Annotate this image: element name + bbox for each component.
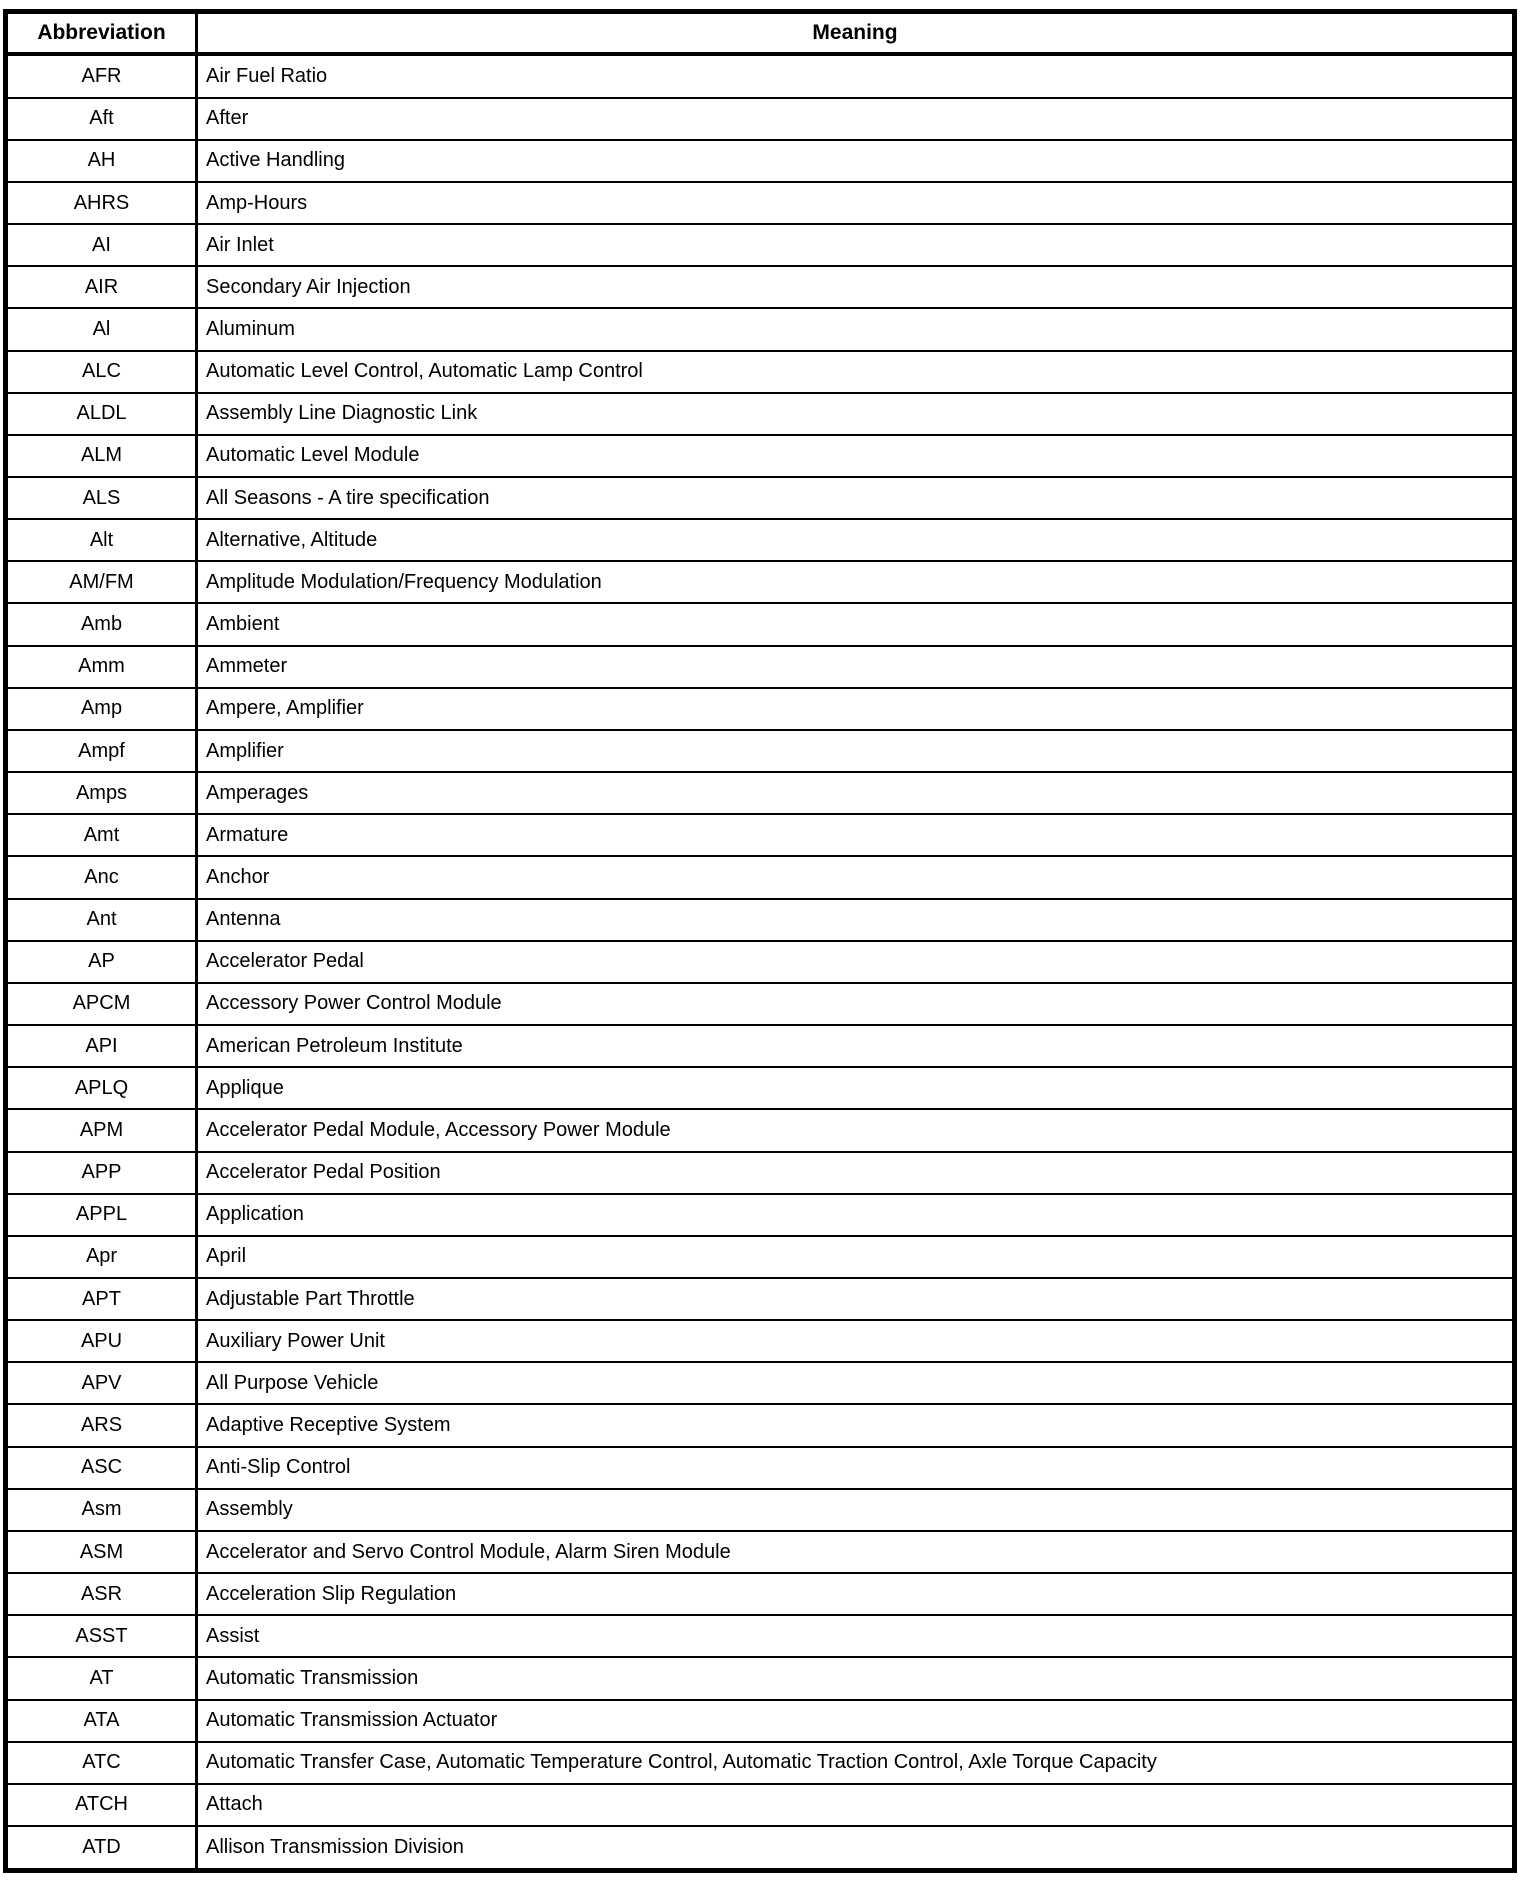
table-row	[6, 1236, 1515, 1278]
abbreviation-cell: ATC	[6, 1742, 197, 1784]
meaning-cell: Acceleration Slip Regulation	[197, 1573, 1515, 1615]
meaning-cell: Amperages	[197, 772, 1515, 814]
abbreviation-cell: Amt	[6, 814, 197, 856]
meaning-cell: Automatic Level Module	[197, 435, 1515, 477]
header-row	[6, 12, 1515, 55]
abbreviation-cell: Ant	[6, 899, 197, 941]
table-row	[6, 1067, 1515, 1109]
meaning-cell: Amplitude Modulation/Frequency Modulation	[197, 561, 1515, 603]
abbreviation-cell: AT	[6, 1657, 197, 1699]
abbreviation-cell: AI	[6, 224, 197, 266]
column-header-abbreviation: Abbreviation	[6, 12, 197, 55]
abbreviation-cell: AIR	[6, 266, 197, 308]
table-header	[6, 12, 1515, 55]
meaning-cell: Application	[197, 1194, 1515, 1236]
abbreviation-cell: ATD	[6, 1826, 197, 1870]
abbreviation-cell: Ampf	[6, 730, 197, 772]
table-row	[6, 941, 1515, 983]
abbreviation-cell: ALS	[6, 477, 197, 519]
abbreviation-cell: ALC	[6, 351, 197, 393]
table-row	[6, 266, 1515, 308]
meaning-cell: Attach	[197, 1784, 1515, 1826]
meaning-cell: Allison Transmission Division	[197, 1826, 1515, 1870]
abbreviation-cell: AHRS	[6, 182, 197, 224]
table-row	[6, 393, 1515, 435]
abbreviation-cell: Apr	[6, 1236, 197, 1278]
meaning-cell: Automatic Transmission Actuator	[197, 1700, 1515, 1742]
meaning-cell: Accelerator Pedal	[197, 941, 1515, 983]
table-row	[6, 688, 1515, 730]
meaning-cell: Accelerator Pedal Module, Accessory Power Module	[197, 1109, 1515, 1151]
abbreviation-cell: Asm	[6, 1489, 197, 1531]
abbreviation-cell: ARS	[6, 1404, 197, 1446]
meaning-cell: Adjustable Part Throttle	[197, 1278, 1515, 1320]
meaning-cell: Automatic Transfer Case, Automatic Temperature Control, Automatic Traction Control, Axle Torque Capacity	[197, 1742, 1515, 1784]
meaning-cell: Automatic Level Control, Automatic Lamp Control	[197, 351, 1515, 393]
meaning-cell: All Purpose Vehicle	[197, 1362, 1515, 1404]
table-row	[6, 899, 1515, 941]
table-row	[6, 561, 1515, 603]
table-row	[6, 1447, 1515, 1489]
table-row	[6, 182, 1515, 224]
table-row	[6, 772, 1515, 814]
table-row	[6, 1657, 1515, 1699]
table-row	[6, 1109, 1515, 1151]
table-row	[6, 646, 1515, 688]
abbreviation-cell: AFR	[6, 54, 197, 98]
meaning-cell: Secondary Air Injection	[197, 266, 1515, 308]
table-row	[6, 1278, 1515, 1320]
table-row	[6, 983, 1515, 1025]
abbreviation-cell: APLQ	[6, 1067, 197, 1109]
meaning-cell: Alternative, Altitude	[197, 519, 1515, 561]
table-row	[6, 308, 1515, 350]
table-row	[6, 224, 1515, 266]
meaning-cell: April	[197, 1236, 1515, 1278]
meaning-cell: Air Inlet	[197, 224, 1515, 266]
meaning-cell: Accelerator Pedal Position	[197, 1152, 1515, 1194]
meaning-cell: Automatic Transmission	[197, 1657, 1515, 1699]
abbreviation-cell: APP	[6, 1152, 197, 1194]
abbreviation-cell: Aft	[6, 98, 197, 140]
meaning-cell: Amplifier	[197, 730, 1515, 772]
abbreviation-cell: AH	[6, 140, 197, 182]
abbreviation-cell: Amps	[6, 772, 197, 814]
meaning-cell: Amp-Hours	[197, 182, 1515, 224]
abbreviation-cell: Al	[6, 308, 197, 350]
meaning-cell: Armature	[197, 814, 1515, 856]
abbreviation-cell: APV	[6, 1362, 197, 1404]
abbreviation-cell: ATA	[6, 1700, 197, 1742]
meaning-cell: Applique	[197, 1067, 1515, 1109]
meaning-cell: Air Fuel Ratio	[197, 54, 1515, 98]
table-row	[6, 814, 1515, 856]
table-body	[6, 54, 1515, 1871]
meaning-cell: After	[197, 98, 1515, 140]
abbreviations-table	[3, 9, 1517, 1873]
abbreviation-cell: ASC	[6, 1447, 197, 1489]
meaning-cell: Auxiliary Power Unit	[197, 1320, 1515, 1362]
meaning-cell: Anchor	[197, 856, 1515, 898]
meaning-cell: Assembly Line Diagnostic Link	[197, 393, 1515, 435]
table-row	[6, 856, 1515, 898]
abbreviation-cell: Anc	[6, 856, 197, 898]
meaning-cell: Adaptive Receptive System	[197, 1404, 1515, 1446]
meaning-cell: Accelerator and Servo Control Module, Alarm Siren Module	[197, 1531, 1515, 1573]
meaning-cell: Ambient	[197, 603, 1515, 645]
abbreviation-cell: AP	[6, 941, 197, 983]
table-row	[6, 519, 1515, 561]
meaning-cell: Active Handling	[197, 140, 1515, 182]
abbreviation-cell: ASM	[6, 1531, 197, 1573]
meaning-cell: Ammeter	[197, 646, 1515, 688]
table-row	[6, 1784, 1515, 1826]
abbreviation-cell: Amb	[6, 603, 197, 645]
column-header-meaning: Meaning	[197, 12, 1515, 55]
meaning-cell: All Seasons - A tire specification	[197, 477, 1515, 519]
abbreviation-cell: ASST	[6, 1615, 197, 1657]
table-row	[6, 1489, 1515, 1531]
table-row	[6, 1152, 1515, 1194]
meaning-cell: Assembly	[197, 1489, 1515, 1531]
abbreviation-cell: APT	[6, 1278, 197, 1320]
meaning-cell: Aluminum	[197, 308, 1515, 350]
abbreviation-cell: Alt	[6, 519, 197, 561]
table-row	[6, 730, 1515, 772]
abbreviation-cell: APPL	[6, 1194, 197, 1236]
abbreviation-cell: Amm	[6, 646, 197, 688]
abbreviation-cell: ASR	[6, 1573, 197, 1615]
meaning-cell: Antenna	[197, 899, 1515, 941]
abbreviation-cell: Amp	[6, 688, 197, 730]
table-row	[6, 1320, 1515, 1362]
abbreviation-cell: API	[6, 1025, 197, 1067]
abbreviation-cell: ALM	[6, 435, 197, 477]
abbreviation-cell: ATCH	[6, 1784, 197, 1826]
table-row	[6, 1362, 1515, 1404]
meaning-cell: Anti-Slip Control	[197, 1447, 1515, 1489]
meaning-cell: Ampere, Amplifier	[197, 688, 1515, 730]
abbreviation-cell: APCM	[6, 983, 197, 1025]
table-row	[6, 98, 1515, 140]
table-row	[6, 1826, 1515, 1870]
table-row	[6, 1531, 1515, 1573]
table-row	[6, 1742, 1515, 1784]
meaning-cell: American Petroleum Institute	[197, 1025, 1515, 1067]
table-row	[6, 477, 1515, 519]
table-row	[6, 351, 1515, 393]
table-row	[6, 1573, 1515, 1615]
table-row	[6, 1194, 1515, 1236]
table-row	[6, 1025, 1515, 1067]
table-row	[6, 603, 1515, 645]
table-row	[6, 1615, 1515, 1657]
table-row	[6, 1700, 1515, 1742]
table-row	[6, 1404, 1515, 1446]
abbreviation-cell: APU	[6, 1320, 197, 1362]
abbreviation-cell: ALDL	[6, 393, 197, 435]
meaning-cell: Assist	[197, 1615, 1515, 1657]
table-row	[6, 54, 1515, 98]
table-row	[6, 140, 1515, 182]
abbreviation-cell: APM	[6, 1109, 197, 1151]
abbreviation-cell: AM/FM	[6, 561, 197, 603]
meaning-cell: Accessory Power Control Module	[197, 983, 1515, 1025]
table-row	[6, 435, 1515, 477]
